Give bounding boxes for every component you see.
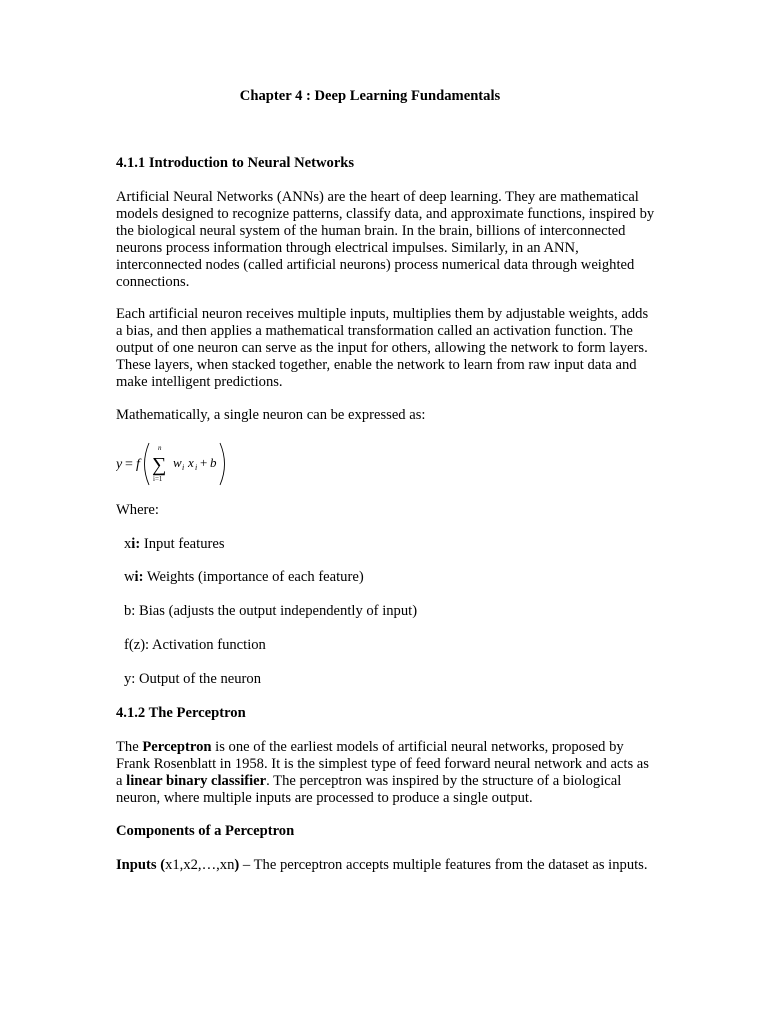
neuron-formula — [116, 440, 246, 488]
section-heading-intro: 4.1.1 Introduction to Neural Networks — [116, 155, 355, 171]
inputs-text: – The perceptron accepts multiple features from the dataset as inputs. — [239, 857, 648, 873]
chapter-title: Chapter 4 : Deep Learning Fundamentals — [239, 88, 501, 104]
formula-input: x — [188, 455, 194, 470]
inputs-paragraph — [116, 857, 656, 874]
formula-right-paren — [220, 443, 225, 485]
bold-term-perceptron: Perceptron — [142, 739, 212, 755]
definition-weights — [124, 569, 664, 586]
text-run: . The perceptron was inspired by the structure of a biological neuron, where multiple inputs are processed to produce a single output. — [116, 773, 622, 806]
where-label: Where: — [116, 502, 159, 518]
formula-func: f — [136, 457, 140, 472]
definition-symbol: x — [124, 536, 132, 552]
intro-paragraph-2: Each artificial neuron receives multiple inputs, multiplies them by adjustable weights, adds a bias, and then applies a mathematical transformation called an activation function. The output of one neuron can serve as the input for others, allowing the network to form layers. These layers, when stacked together, enable the network to learn from raw input data and make intelligent predictions. — [116, 306, 649, 390]
definition-subscript: i — [131, 536, 136, 552]
formula-sum-lower: i=1 — [153, 475, 163, 483]
definition-output: y: Output of the neuron — [124, 671, 261, 687]
intro-paragraph-1: Artificial Neural Networks (ANNs) are the heart of deep learning. They are mathematical models designed to recognize patterns, classify data, and approximate functions, inspired by the biological neural system of the human brain. In the brain, billions of interconnected neurons process information through electrical impulses. Similarly, in an ANN, interconnected nodes (called artificial neurons) process numerical data through weighted connections. — [116, 189, 655, 290]
components-heading: Components of a Perceptron — [116, 823, 295, 839]
inputs-label-close: ) — [234, 857, 240, 873]
formula-sum-upper: n — [158, 444, 162, 452]
bold-term-linear-binary-classifier: linear binary classifier — [126, 773, 267, 789]
intro-paragraph-3: Mathematically, a single neuron can be expressed as: — [116, 407, 426, 423]
formula-input-sub: i — [195, 463, 198, 472]
definition-subscript: i — [134, 569, 139, 585]
definition-symbol: w — [124, 569, 135, 585]
formula-weight-sub: i — [182, 463, 185, 472]
definition-input-features — [124, 536, 664, 553]
definition-text: Input features — [140, 536, 225, 552]
inputs-variables: x1,x2,…,xn — [165, 857, 235, 873]
definition-separator: : — [135, 536, 141, 552]
text-run: is one of the earliest models of artificial neural networks, proposed by Frank Rosenblatt in 1958. It is the simplest type of feed forward neural network and acts as a — [116, 739, 649, 789]
definition-activation: f(z): Activation function — [124, 637, 266, 653]
definition-separator: : — [138, 569, 144, 585]
formula-plus: + — [200, 455, 208, 470]
text-run: The — [116, 739, 143, 755]
perceptron-paragraph — [116, 739, 656, 807]
formula-left-paren — [145, 443, 150, 485]
inputs-label: Inputs ( — [116, 857, 166, 873]
formula-lhs: y — [116, 457, 123, 472]
formula-weight: w — [173, 455, 182, 470]
formula-sum-symbol: ∑ — [152, 454, 167, 476]
section-heading-perceptron: 4.1.2 The Perceptron — [116, 705, 246, 721]
definition-text: Weights (importance of each feature) — [143, 569, 364, 585]
formula-equals: = — [125, 457, 133, 472]
definition-bias: b: Bias (adjusts the output independently of input) — [124, 603, 418, 619]
formula-bias: b — [210, 455, 217, 470]
